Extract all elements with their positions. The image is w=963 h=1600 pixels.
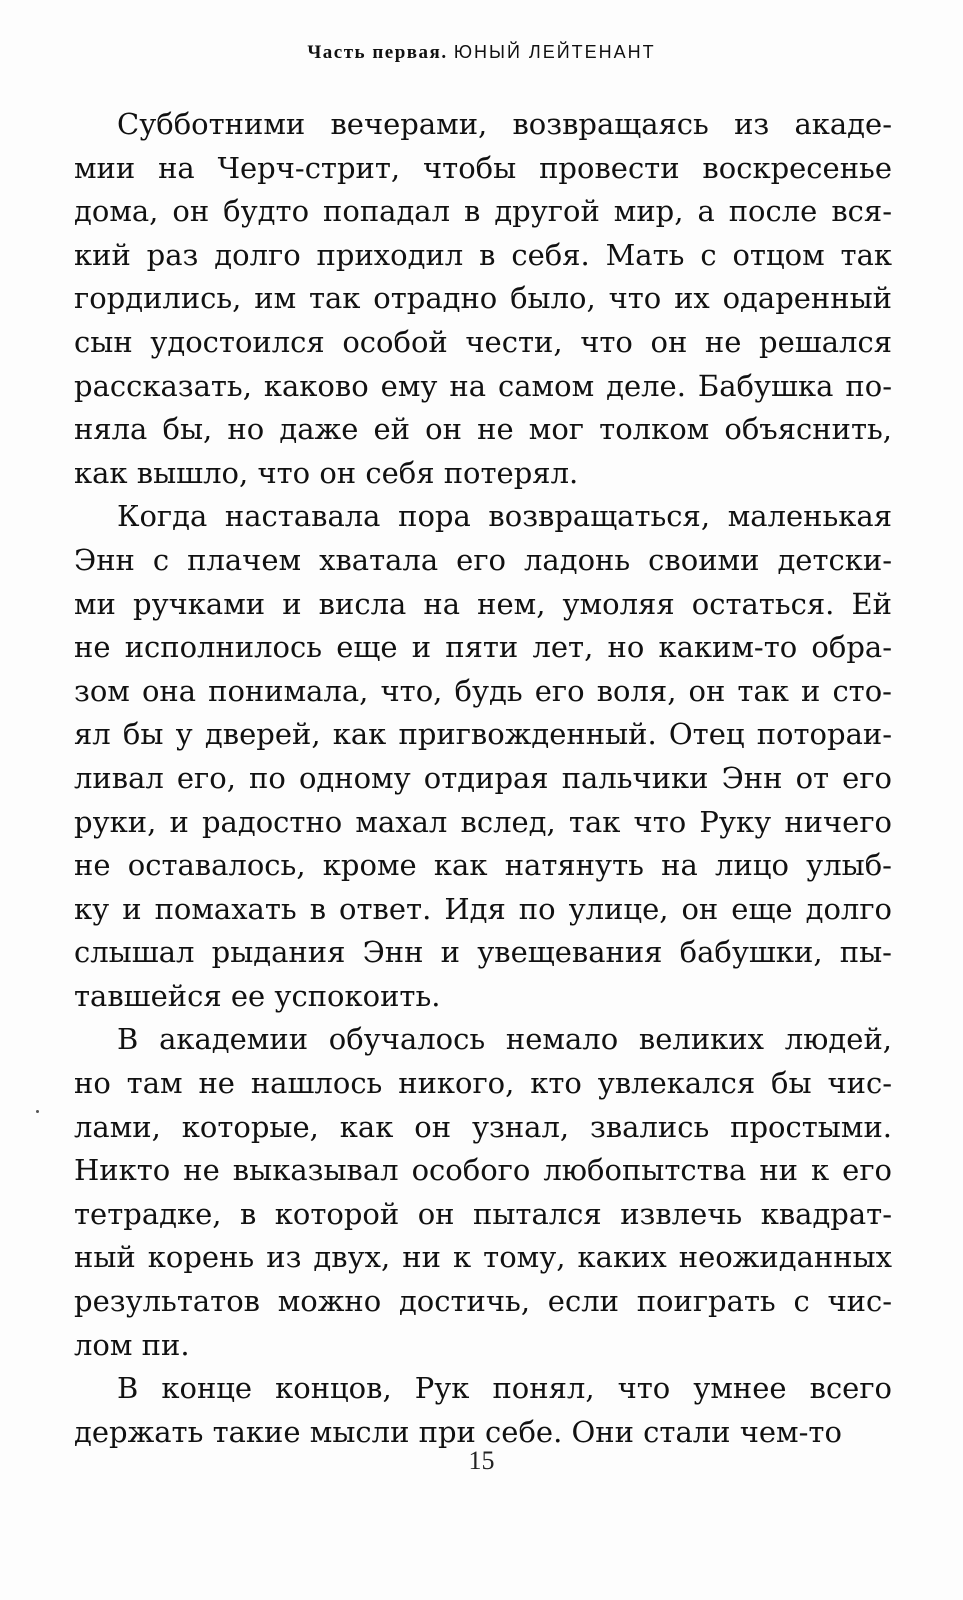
paragraph: [74, 103, 892, 495]
header-part: Часть первая.: [307, 42, 448, 63]
text-line: не оставалось, кроме как натянуть на лицо улыб-: [74, 848, 892, 883]
text-line: руки, и радостно махал вслед, так что Руку ничего: [74, 804, 892, 839]
text-line: лами, которые, как он узнал, звались простыми.: [74, 1109, 892, 1144]
text-line: ку и помахать в ответ. Идя по улице, он еще долго: [74, 891, 892, 926]
text-line: ный корень из двух, ни к тому, каких неожиданных: [74, 1240, 892, 1275]
text-line: няла бы, но даже ей он не мог толком объяснить,: [74, 412, 892, 447]
running-header: [0, 42, 963, 64]
text-line: Энн с плачем хватала его ладонь своими детски-: [74, 542, 892, 577]
paragraph: [74, 1018, 892, 1367]
text-line: рассказать, каково ему на самом деле. Бабушка по-: [74, 368, 892, 403]
text-line: тетрадке, в которой он пытался извлечь квадрат-: [74, 1196, 892, 1231]
text-line: результатов можно достичь, если поиграть с чис-: [74, 1284, 892, 1319]
text-line: зом она понимала, что, будь его воля, он так и сто-: [74, 673, 892, 708]
paragraph: [74, 1367, 892, 1454]
body-text: [74, 103, 892, 1454]
text-line: тавшейся ее успокоить.: [74, 978, 441, 1013]
paragraph: [74, 495, 892, 1018]
text-line: но там не нашлось никого, кто увлекался бы чис-: [74, 1066, 892, 1101]
text-line: В конце концов, Рук понял, что умнее всего: [117, 1371, 892, 1406]
text-line: дома, он будто попадал в другой мир, а после вся-: [74, 194, 892, 229]
text-line: как вышло, что он себя потерял.: [74, 455, 579, 490]
text-line: слышал рыдания Энн и увещевания бабушки, пы-: [74, 935, 892, 970]
header-chapter-title: ЮНЫЙ ЛЕЙТЕНАНТ: [453, 42, 656, 62]
page-number: 15: [468, 1446, 495, 1475]
text-line: Субботними вечерами, возвращаясь из акаде-: [117, 107, 892, 141]
text-line: ми ручками и висла на нем, умоляя остаться. Ей: [74, 586, 892, 621]
text-line: ял бы у дверей, как пригвожденный. Отец потораи-: [74, 717, 892, 752]
text-line: сын удостоился особой чести, что он не решался: [74, 324, 892, 359]
text-line: лом пи.: [74, 1327, 190, 1362]
text-line: гордились, им так отрадно было, что их одаренный: [74, 281, 892, 316]
text-line: В академии обучалось немало великих людей,: [117, 1022, 892, 1057]
text-line: Когда наставала пора возвращаться, маленькая: [117, 499, 892, 534]
text-line: кий раз долго приходил в себя. Мать с отцом так: [74, 237, 892, 272]
text-line: Никто не выказывал особого любопытства ни к его: [74, 1153, 892, 1188]
scan-speck: [36, 1110, 39, 1113]
text-line: ливал его, по одному отдирая пальчики Энн от его: [74, 760, 892, 795]
text-line: не исполнилось еще и пяти лет, но каким-то обра-: [74, 630, 892, 665]
text-line: держать такие мысли при себе. Они стали чем-то: [74, 1414, 842, 1449]
text-line: мии на Черч-стрит, чтобы провести воскресенье: [74, 150, 892, 185]
